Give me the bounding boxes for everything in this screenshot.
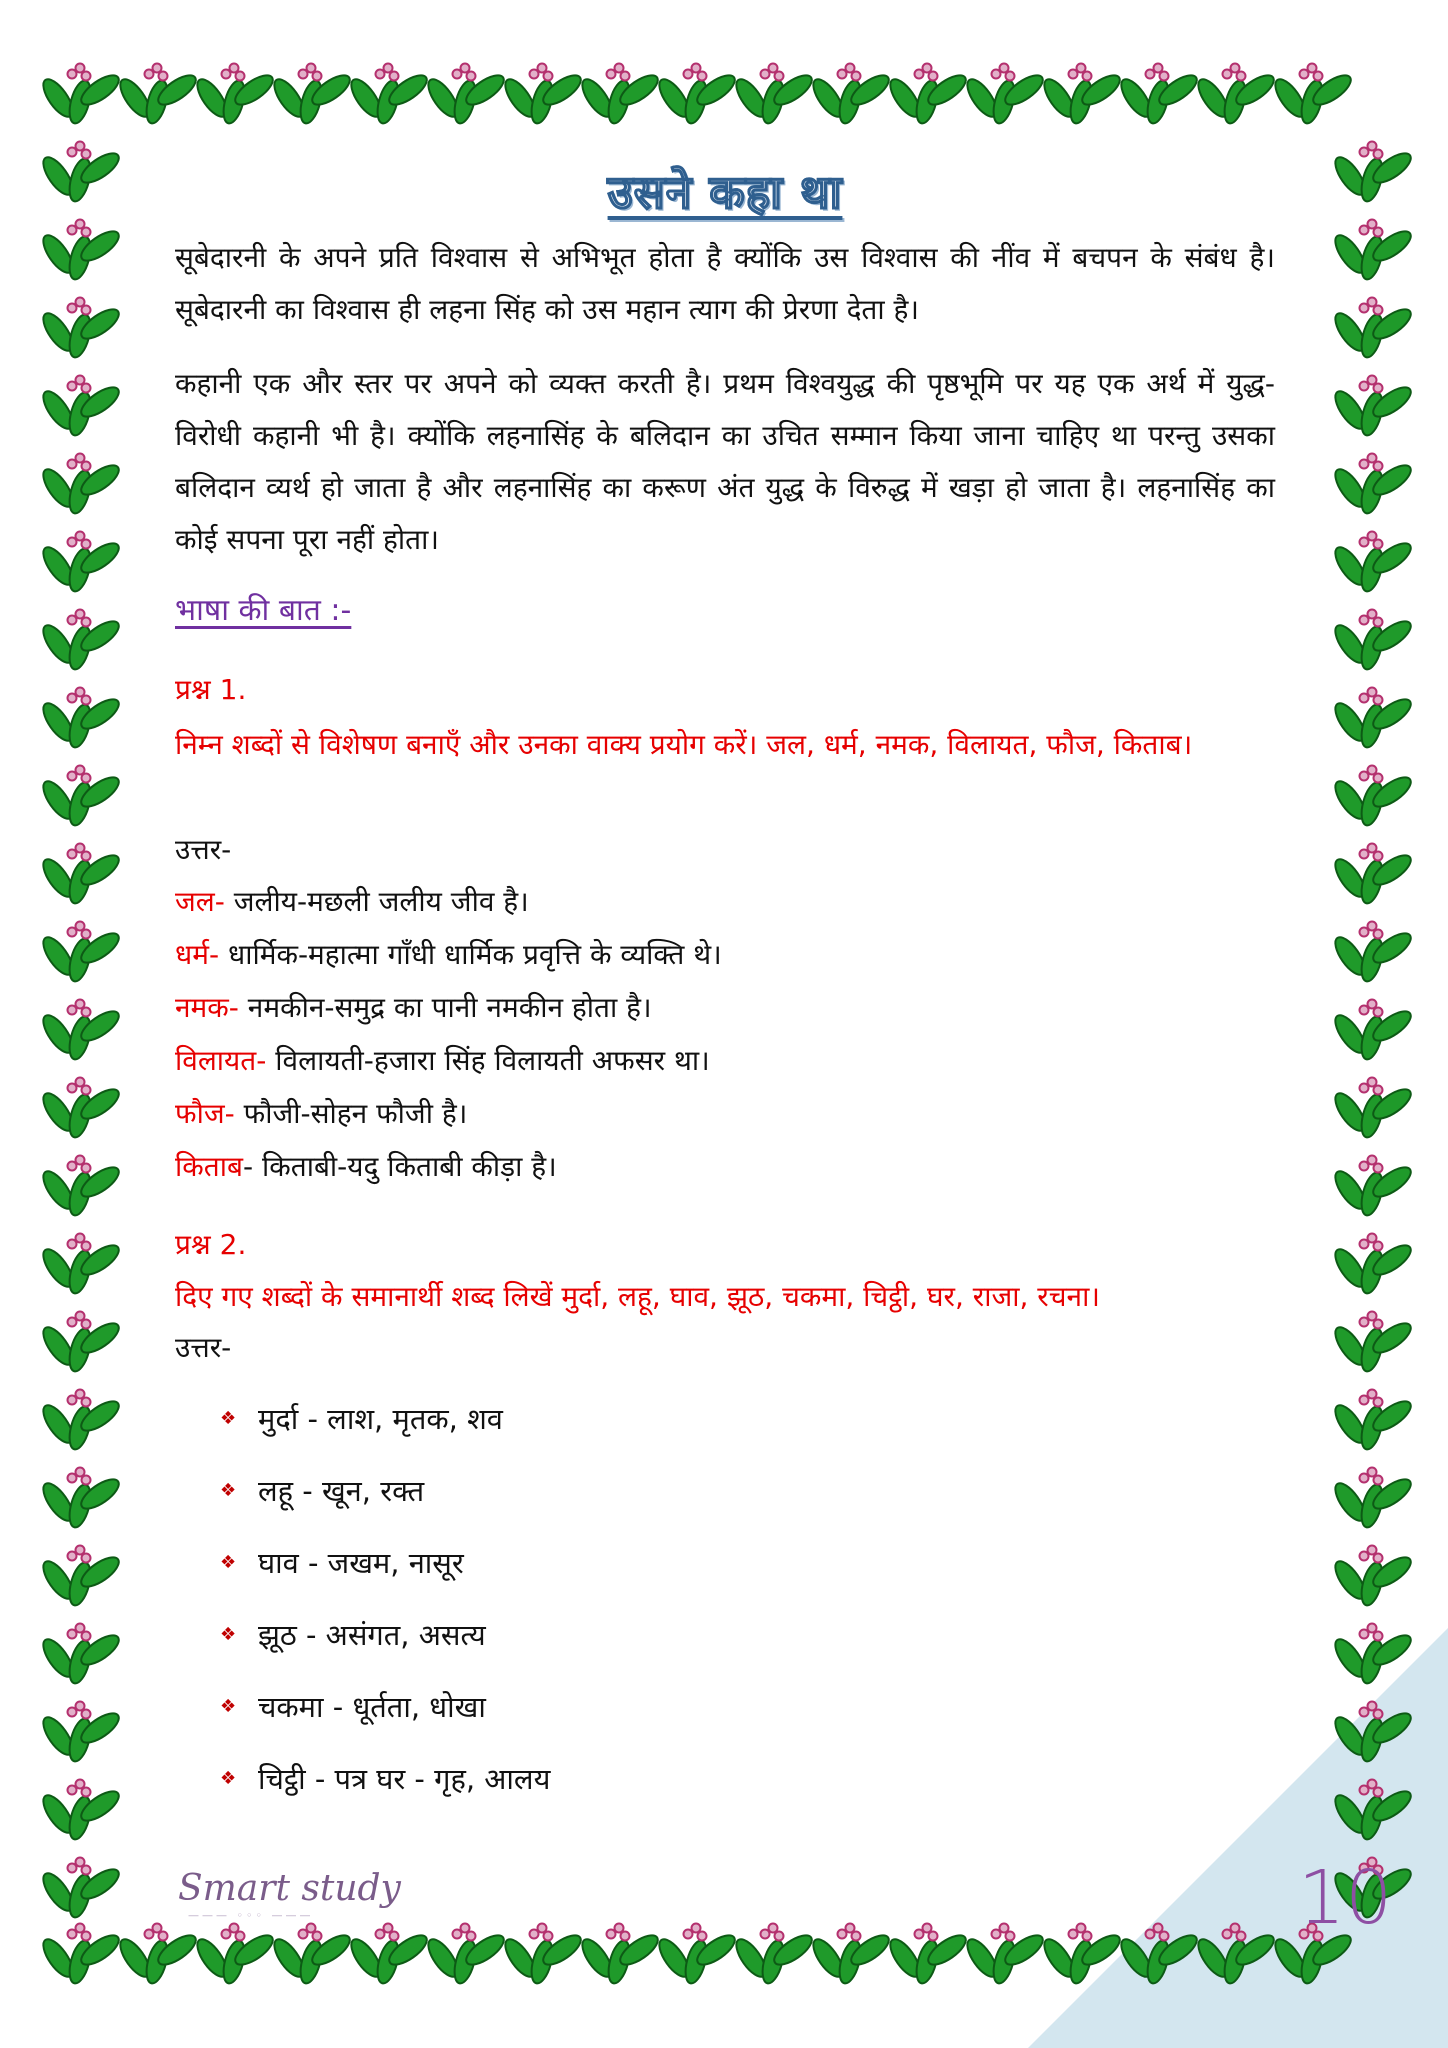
synonym-list <box>220 1382 550 1814</box>
list-item-text: घाव - जखम, नासूर <box>258 1545 464 1580</box>
diamond-bullet-icon: ❖ <box>220 1551 237 1573</box>
list-item <box>220 1598 550 1670</box>
holly-leaf-icon <box>38 532 123 594</box>
holly-leaf-icon <box>1330 142 1415 204</box>
list-item-text: मुर्दा - लाश, मृतक, शव <box>258 1401 503 1436</box>
holly-leaf-icon <box>346 1924 431 1986</box>
answer-row <box>175 1094 467 1132</box>
answer-word: विलायत- <box>175 1044 267 1077</box>
holly-leaf-icon <box>38 1546 123 1608</box>
holly-leaf-icon <box>38 688 123 750</box>
holly-leaf-icon <box>38 298 123 360</box>
answer-word: धर्म- <box>175 938 220 971</box>
holly-leaf-icon <box>1330 1000 1415 1062</box>
list-item <box>220 1526 550 1598</box>
diamond-bullet-icon: ❖ <box>220 1479 237 1501</box>
answer-text: नमकीन-समुद्र का पानी नमकीन होता है। <box>238 991 652 1024</box>
question-1-label: प्रश्न 1. <box>175 673 247 706</box>
holly-leaf-icon <box>115 64 200 126</box>
holly-leaf-icon <box>1270 64 1355 126</box>
answer-text: - किताबी-यदु किताबी कीड़ा है। <box>242 1150 557 1183</box>
list-item-text: लहू - खून, रक्त <box>258 1473 425 1508</box>
holly-leaf-icon <box>38 64 123 126</box>
holly-leaf-icon <box>1330 298 1415 360</box>
holly-leaf-icon <box>115 1924 200 1986</box>
holly-leaf-icon <box>1330 1780 1415 1842</box>
holly-leaf-icon <box>38 1780 123 1842</box>
page-number: 10 <box>1298 1855 1393 1941</box>
holly-leaf-icon <box>38 1390 123 1452</box>
holly-leaf-icon <box>1330 220 1415 282</box>
holly-leaf-icon <box>1330 532 1415 594</box>
holly-leaf-icon <box>500 1924 585 1986</box>
holly-leaf-icon <box>423 1924 508 1986</box>
holly-leaf-icon <box>731 1924 816 1986</box>
holly-leaf-icon <box>1330 688 1415 750</box>
holly-leaf-icon <box>38 220 123 282</box>
holly-leaf-icon <box>962 64 1047 126</box>
holly-leaf-icon <box>1330 1156 1415 1218</box>
list-item <box>220 1742 550 1814</box>
holly-leaf-icon <box>38 1312 123 1374</box>
list-item <box>220 1454 550 1526</box>
diamond-bullet-icon: ❖ <box>220 1767 237 1789</box>
holly-leaf-icon <box>1039 64 1124 126</box>
holly-leaf-icon <box>1330 1078 1415 1140</box>
holly-leaf-icon <box>38 1468 123 1530</box>
holly-leaf-icon <box>962 1924 1047 1986</box>
question-2-text: दिए गए शब्दों के समानार्थी शब्द लिखें मुर्दा, लहू, घाव, झूठ, चकमा, चिट्ठी, घर, राजा, रचना। <box>175 1280 1100 1313</box>
holly-leaf-icon <box>38 610 123 672</box>
answer-row <box>175 1147 557 1185</box>
holly-leaf-icon <box>885 1924 970 1986</box>
holly-leaf-icon <box>1330 1468 1415 1530</box>
holly-leaf-icon <box>38 1234 123 1296</box>
diamond-bullet-icon: ❖ <box>220 1407 237 1429</box>
list-item-text: चकमा - धूर्तता, धोखा <box>258 1689 486 1724</box>
holly-leaf-icon <box>1330 922 1415 984</box>
holly-leaf-icon <box>1330 1702 1415 1764</box>
holly-leaf-icon <box>1330 454 1415 516</box>
brand-logo <box>178 1868 401 1922</box>
holly-leaf-icon <box>1039 1924 1124 1986</box>
holly-leaf-icon <box>885 64 970 126</box>
holly-leaf-icon <box>269 1924 354 1986</box>
holly-leaf-icon <box>577 1924 662 1986</box>
holly-leaf-icon <box>38 1858 123 1920</box>
holly-leaf-icon <box>1193 1924 1278 1986</box>
holly-leaf-icon <box>192 64 277 126</box>
holly-leaf-icon <box>731 64 816 126</box>
holly-leaf-icon <box>38 1156 123 1218</box>
holly-leaf-icon <box>1116 64 1201 126</box>
list-item-text: झूठ - असंगत, असत्य <box>258 1617 486 1652</box>
answer-word: किताब <box>175 1150 243 1183</box>
page-title: उसने कहा था <box>607 165 843 219</box>
holly-leaf-icon <box>1330 1546 1415 1608</box>
holly-leaf-icon <box>808 1924 893 1986</box>
holly-leaf-icon <box>38 1924 123 1986</box>
holly-leaf-icon <box>808 64 893 126</box>
holly-leaf-icon <box>654 1924 739 1986</box>
holly-leaf-icon <box>1330 844 1415 906</box>
holly-leaf-icon <box>192 1924 277 1986</box>
holly-leaf-icon <box>346 64 431 126</box>
holly-leaf-icon <box>1330 376 1415 438</box>
holly-leaf-icon <box>423 64 508 126</box>
answer-row <box>175 1041 710 1079</box>
holly-leaf-icon <box>38 1078 123 1140</box>
answer-word: फौज- <box>175 1097 235 1130</box>
holly-leaf-icon <box>500 64 585 126</box>
holly-leaf-icon <box>1330 1624 1415 1686</box>
question-1-text: निम्न शब्दों से विशेषण बनाएँ और उनका वाक्य प्रयोग करें। जल, धर्म, नमक, विलायत, फौज, किताब। <box>175 728 1193 761</box>
answer-row <box>175 882 529 920</box>
answer-row <box>175 988 652 1026</box>
list-item <box>220 1670 550 1742</box>
intro-paragraph-2: कहानी एक और स्तर पर अपने को व्यक्त करती है। प्रथम विश्वयुद्ध की पृष्ठभूमि पर यह एक अर्थ में युद्ध-विरोधी कहानी भी है। क्योंकि लहनासिंह के बलिदान का उचित सम्मान किया जाना चाहिए था परन्तु उसका बलिदान व्यर्थ हो जाता है और लहनासिंह का करूण अंत युद्ध के विरुद्ध में खड़ा हो जाता है। लहनासिंह का कोई सपना पूरा नहीं होता। <box>175 367 1275 556</box>
answer-text: विलायती-हजारा सिंह विलायती अफसर था। <box>266 1044 710 1077</box>
answer-2-label: उत्तर- <box>175 1331 232 1364</box>
holly-leaf-icon <box>1330 1234 1415 1296</box>
holly-leaf-icon <box>38 1702 123 1764</box>
brand-logo-text: Smart study <box>178 1868 401 1909</box>
holly-leaf-icon <box>1330 610 1415 672</box>
holly-leaf-icon <box>38 454 123 516</box>
answer-text: जलीय-मछली जलीय जीव है। <box>224 885 529 918</box>
question-2-label: प्रश्न 2. <box>175 1228 247 1261</box>
holly-leaf-icon <box>654 64 739 126</box>
answer-text: धार्मिक-महात्मा गाँधी धार्मिक प्रवृत्ति के व्यक्ति थे। <box>219 938 722 971</box>
list-item <box>220 1382 550 1454</box>
answer-1-label: उत्तर- <box>175 833 232 866</box>
holly-leaf-icon <box>38 1624 123 1686</box>
holly-leaf-icon <box>38 376 123 438</box>
answer-text: फौजी-सोहन फौजी है। <box>234 1097 468 1130</box>
holly-leaf-icon <box>38 142 123 204</box>
answer-row <box>175 935 722 973</box>
diamond-bullet-icon: ❖ <box>220 1695 237 1717</box>
brand-logo-ornament: ——— ◦◦◦ ——— <box>188 1909 314 1922</box>
answer-word: जल- <box>175 885 225 918</box>
holly-leaf-icon <box>1330 766 1415 828</box>
holly-leaf-icon <box>1330 1312 1415 1374</box>
holly-leaf-icon <box>38 844 123 906</box>
holly-leaf-icon <box>1116 1924 1201 1986</box>
holly-leaf-icon <box>38 766 123 828</box>
holly-leaf-icon <box>269 64 354 126</box>
intro-paragraph-1: सूबेदारनी के अपने प्रति विश्वास से अभिभूत होता है क्योंकि उस विश्वास की नींव में बचपन के संबंध है। सूबेदारनी का विश्वास ही लहना सिंह को उस महान त्याग की प्रेरणा देता है। <box>175 241 1275 326</box>
holly-leaf-icon <box>38 922 123 984</box>
diamond-bullet-icon: ❖ <box>220 1623 237 1645</box>
holly-leaf-icon <box>1193 64 1278 126</box>
holly-leaf-icon <box>1330 1390 1415 1452</box>
list-item-text: चिट्ठी - पत्र घर - गृह, आलय <box>258 1761 551 1796</box>
holly-leaf-icon <box>577 64 662 126</box>
section-heading: भाषा की बात :- <box>175 593 352 628</box>
answer-word: नमक- <box>175 991 239 1024</box>
holly-leaf-icon <box>38 1000 123 1062</box>
